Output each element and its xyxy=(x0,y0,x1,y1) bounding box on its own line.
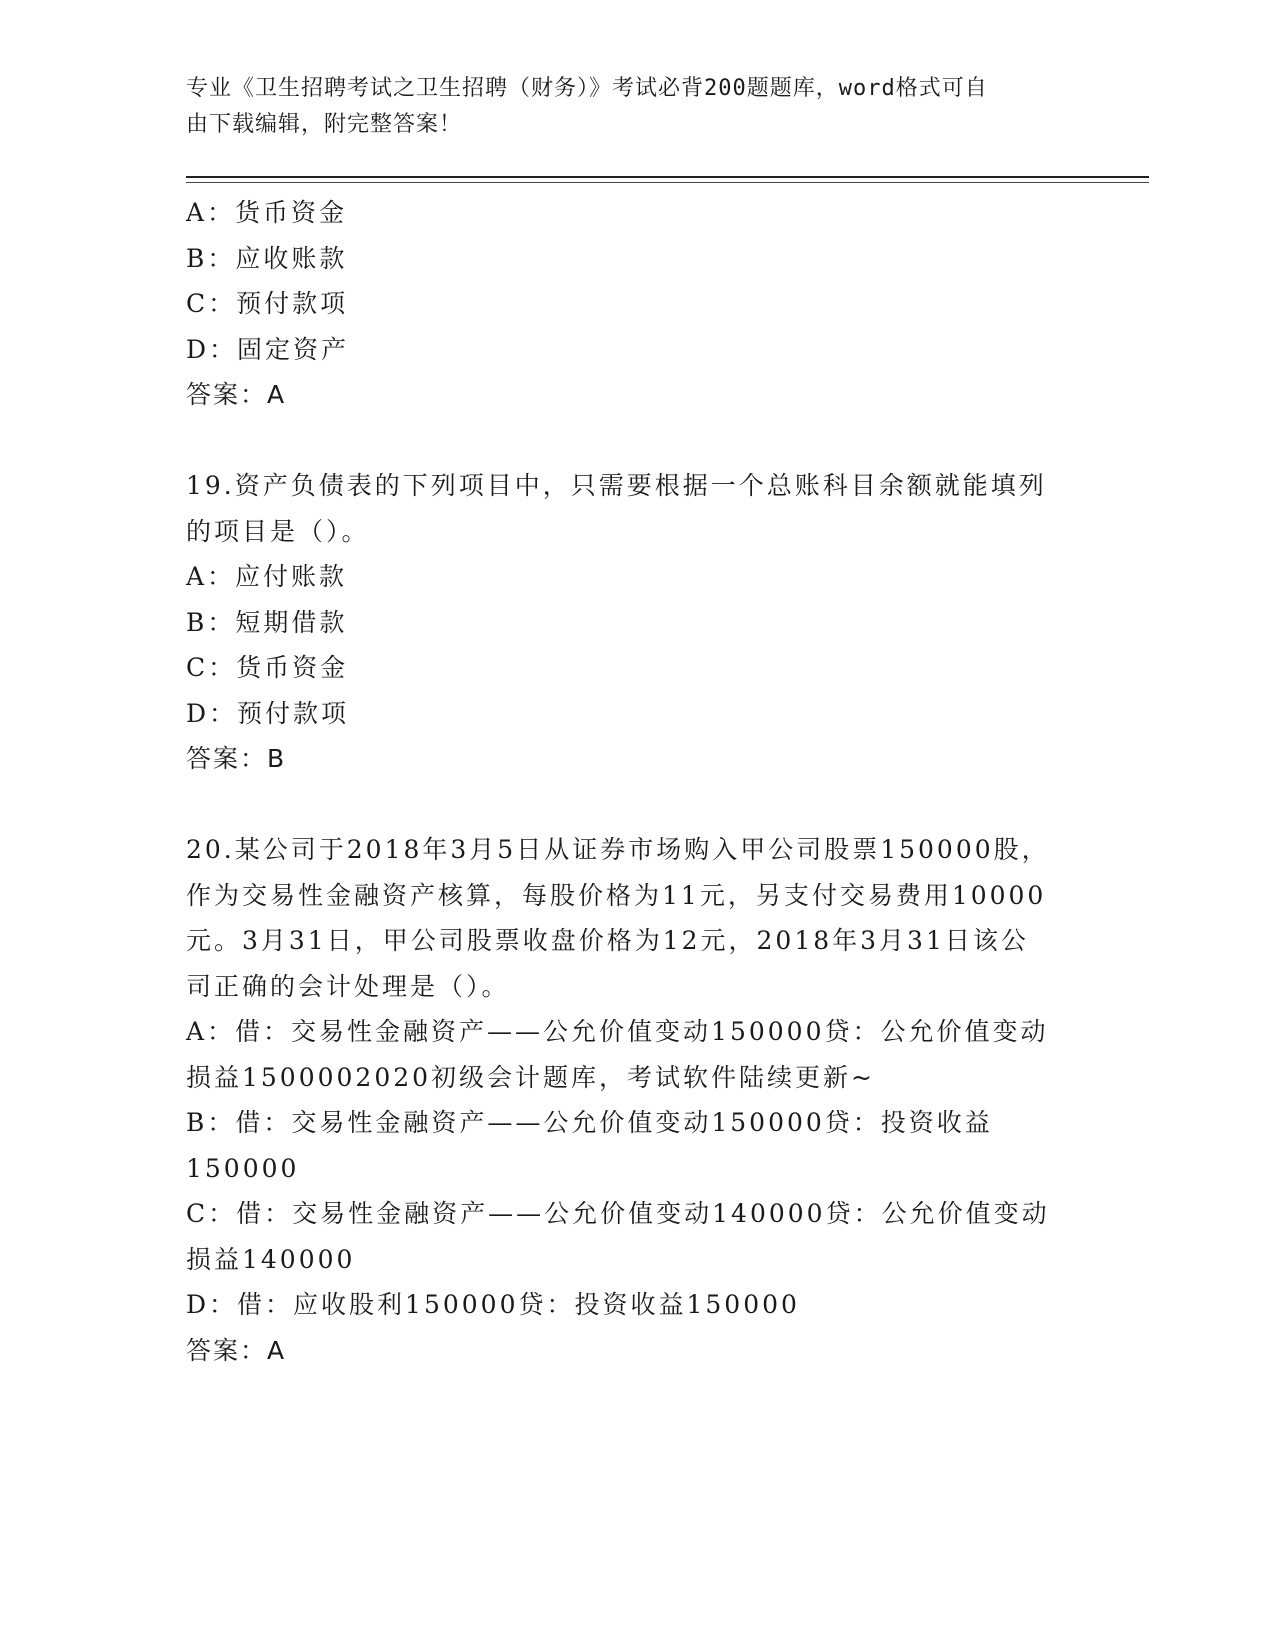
q20-option-a-line-1: A：借：交易性金融资产——公允价值变动150000贷：公允价值变动 xyxy=(186,1017,1049,1046)
spacer xyxy=(186,782,1086,828)
spacer xyxy=(186,418,1086,464)
q20-option-b-line-2: 150000 xyxy=(186,1153,300,1183)
q19-option-b: B：短期借款 xyxy=(186,607,348,637)
q20-stem-line-3: 元。3月31日，甲公司股票收盘价格为12元，2018年3月31日该公 xyxy=(186,926,1029,955)
header-line-2: 由下载编辑，附完整答案！ xyxy=(186,112,463,137)
header-rule-thin xyxy=(186,182,1149,183)
q18-option-c: C：预付款项 xyxy=(186,289,349,318)
q20-option-b-line-1: B：借：交易性金融资产——公允价值变动150000贷：投资收益 xyxy=(186,1108,993,1137)
q19-option-a: A：应付账款 xyxy=(186,562,348,591)
q20-option-d: D：借：应收股利150000贷：投资收益150000 xyxy=(186,1290,800,1319)
q18-option-b: B：应收账款 xyxy=(186,243,348,273)
q20-option-a-line-2: 损益1500002020初级会计题库，考试软件陆续更新~ xyxy=(186,1062,876,1092)
document-body xyxy=(186,190,1086,1373)
q18-answer: 答案：A xyxy=(186,380,287,409)
header-line-1: 专业《卫生招聘考试之卫生招聘（财务）》考试必背200题题库，word格式可自 xyxy=(186,76,988,101)
q19-answer: 答案：B xyxy=(186,744,287,773)
q18-option-a: A：货币资金 xyxy=(186,198,348,227)
question-18 xyxy=(186,190,1086,418)
q18-option-d: D：固定资产 xyxy=(186,334,350,364)
q20-option-c-line-1: C：借：交易性金融资产——公允价值变动140000贷：公允价值变动 xyxy=(186,1199,1050,1228)
q20-answer: 答案：A xyxy=(186,1335,287,1365)
question-19 xyxy=(186,463,1086,782)
header-rule-thick xyxy=(186,176,1149,178)
q20-stem-line-1: 20.某公司于2018年3月5日从证券市场购入甲公司股票150000股， xyxy=(186,835,1050,864)
q19-stem-line-2: 的项目是（）。 xyxy=(186,516,370,546)
q20-stem-line-2: 作为交易性金融资产核算，每股价格为11元，另支付交易费用10000 xyxy=(186,880,1047,910)
q19-option-d: D：预付款项 xyxy=(186,698,350,728)
q19-option-c: C：货币资金 xyxy=(186,653,349,682)
q19-stem-line-1: 19.资产负债表的下列项目中，只需要根据一个总账科目余额就能填列 xyxy=(186,471,1047,500)
document-header xyxy=(186,71,1066,143)
q20-option-c-line-2: 损益140000 xyxy=(186,1244,356,1274)
q20-stem-line-4: 司正确的会计处理是（）。 xyxy=(186,971,510,1001)
question-20 xyxy=(186,827,1086,1373)
